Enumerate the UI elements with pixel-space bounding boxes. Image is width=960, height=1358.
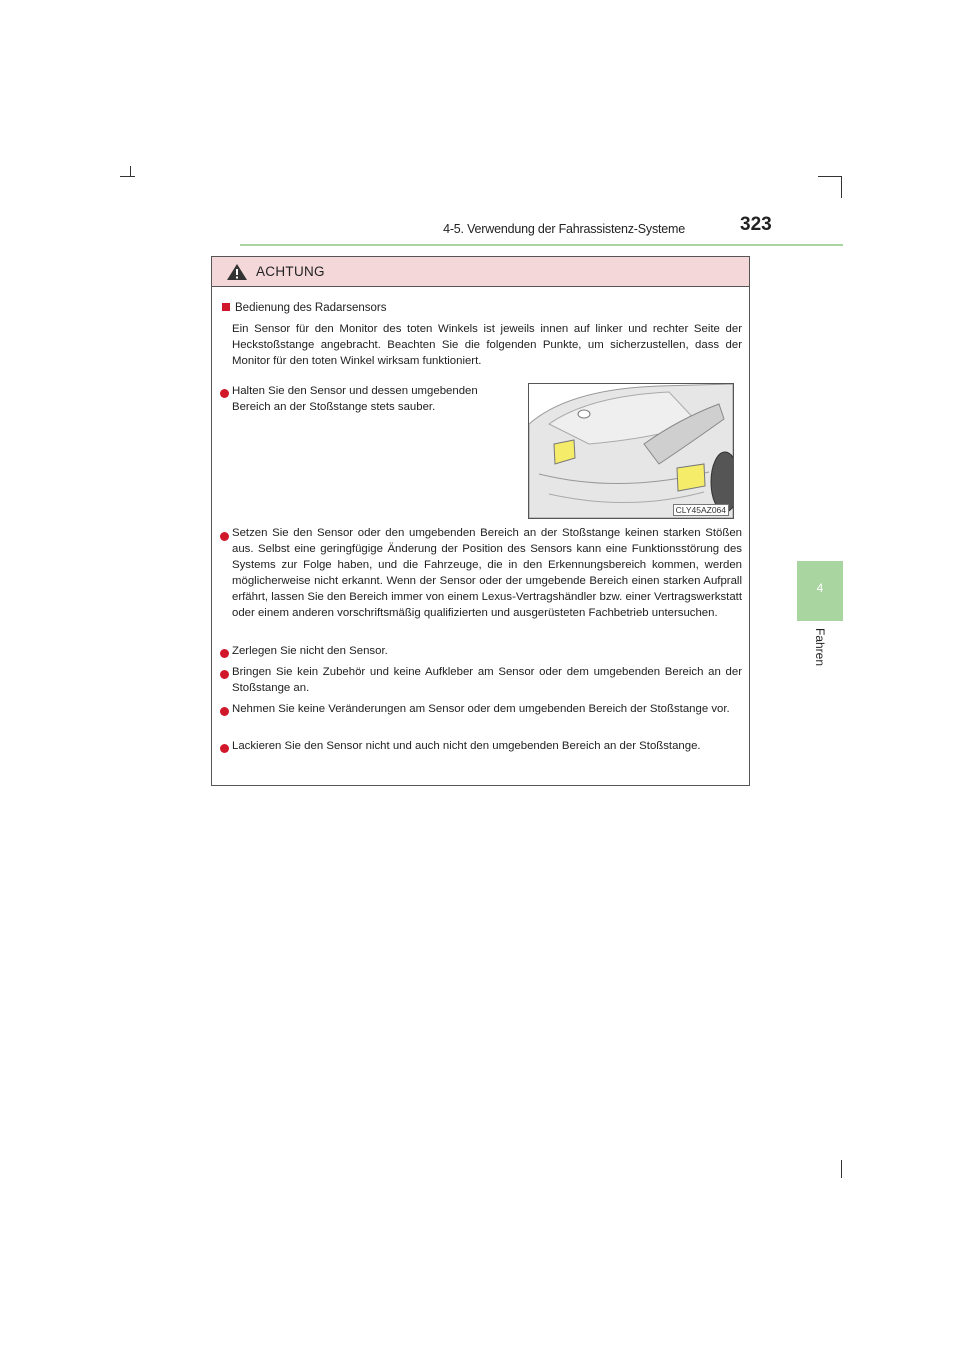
caution-title: ACHTUNG — [256, 264, 325, 279]
bullet-dot-icon — [220, 649, 229, 658]
car-rear-drawing — [529, 384, 733, 518]
chapter-tab — [797, 561, 843, 621]
caution-header — [212, 257, 749, 287]
section-heading-text: Bedienung des Radarsensors — [235, 302, 387, 314]
caution-box — [211, 256, 750, 786]
bullet-dot-icon — [220, 532, 229, 541]
section-title: 4-5. Verwendung der Fahrassistenz-Systeme — [443, 222, 685, 236]
bullet-dot-icon — [220, 744, 229, 753]
header-divider — [240, 244, 843, 246]
intro-paragraph: Ein Sensor für den Monitor des toten Winkels ist jeweils innen auf linker und rechter Seite der Heckstoßstange angebracht. Beachten Sie die folgenden Punkte, um sicherzustellen, dass der Monitor für den toten Winkel wirksam funktioniert. — [232, 323, 742, 367]
chapter-label: Fahren — [813, 628, 827, 667]
section-heading — [222, 302, 387, 314]
bullet-dot-icon — [220, 670, 229, 679]
crop-mark — [818, 176, 842, 177]
chapter-number: 4 — [816, 581, 824, 595]
bullet-item: Zerlegen Sie nicht den Sensor. — [232, 645, 388, 657]
bullet-item: Lackieren Sie den Sensor nicht und auch nicht den umgebenden Bereich an der Stoßstange. — [232, 740, 701, 752]
bullet-dot-icon — [220, 389, 229, 398]
bullet-item: Halten Sie den Sensor und dessen umgebenden Bereich an der Stoßstange stets sauber. — [232, 385, 478, 413]
page-number: 323 — [740, 214, 772, 235]
sensor-right — [677, 464, 705, 491]
crop-mark — [841, 176, 842, 198]
figure-code: CLY45AZ064 — [673, 504, 729, 516]
bullet-item: Setzen Sie den Sensor oder den umgebenden Bereich an der Stoßstange keinen starken Stößen aus. Selbst eine geringfügige Änderung der Position des Sensors kann eine Funktionsstörung des Systems zur Folge haben, und die Fahrzeuge, die in den Erkennungsbereich kommen, werden möglicherweise nicht erkannt. Wenn der Sensor oder der umgebende Bereich einen starken Aufprall erfährt, lassen Sie den Bereich immer von einem Lexus-Vertragshändler bzw. einer Vertragswerkstatt oder einem anderen vorschriftsmäßig qualifizierten und ausgerüsteten Fachbetrieb untersuchen. — [232, 527, 742, 619]
crop-mark — [841, 1160, 842, 1178]
sensor-illustration — [528, 383, 734, 519]
square-bullet-icon — [222, 303, 230, 311]
crop-mark — [120, 176, 135, 177]
bullet-item: Bringen Sie kein Zubehör und keine Aufkleber am Sensor oder dem umgebenden Bereich an der Stoßstange an. — [232, 666, 742, 694]
crop-mark — [130, 166, 131, 176]
warning-triangle-icon — [226, 263, 248, 281]
bullet-dot-icon — [220, 707, 229, 716]
bullet-item: Nehmen Sie keine Veränderungen am Sensor oder dem umgebenden Bereich der Stoßstange vor. — [232, 703, 730, 715]
